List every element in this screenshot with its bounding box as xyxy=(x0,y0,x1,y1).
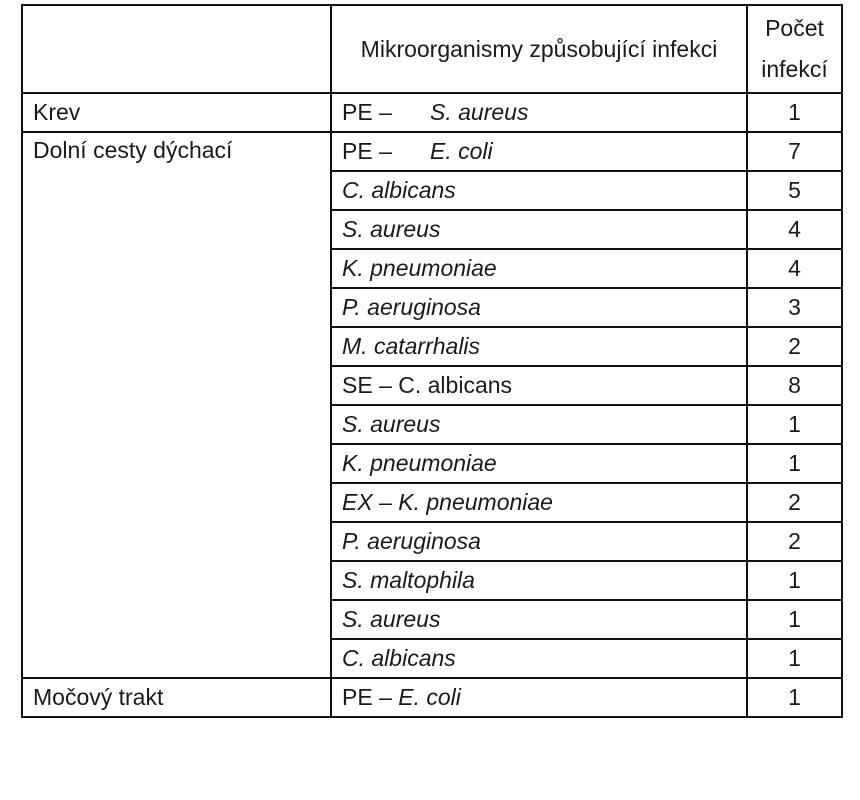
count-cell: 1 xyxy=(747,678,842,717)
microorganism-cell xyxy=(331,678,747,717)
microorganism-cell xyxy=(331,327,747,366)
count-cell: 1 xyxy=(747,561,842,600)
microorganism-cell xyxy=(331,93,747,132)
table-row xyxy=(22,132,842,171)
header-microorganism-cell: Mikroorganismy způsobující infekci xyxy=(331,5,747,93)
organism-label: S. aureus xyxy=(342,606,441,632)
header-count-cell: Počet infekcí xyxy=(747,5,842,93)
infection-table-body xyxy=(22,5,842,717)
organism-label: E. coli xyxy=(398,684,461,710)
microorganism-cell xyxy=(331,171,747,210)
microorganism-cell xyxy=(331,405,747,444)
microorganism-cell xyxy=(331,366,747,405)
count-cell: 1 xyxy=(747,93,842,132)
organism-label: S. aureus xyxy=(342,411,441,437)
header-site-cell xyxy=(22,5,331,93)
organism-label: S. maltophila xyxy=(342,567,475,593)
count-cell: 1 xyxy=(747,444,842,483)
count-cell: 7 xyxy=(747,132,842,171)
site-cell: Močový trakt xyxy=(22,678,331,717)
count-cell: 4 xyxy=(747,210,842,249)
organism-label: E. coli xyxy=(430,138,493,164)
organism-label: S. aureus xyxy=(342,216,441,242)
microorganism-cell xyxy=(331,210,747,249)
microorganism-cell xyxy=(331,561,747,600)
microorganism-cell xyxy=(331,288,747,327)
count-cell: 8 xyxy=(747,366,842,405)
organism-label: S. aureus xyxy=(430,99,529,125)
site-cell: Krev xyxy=(22,93,331,132)
count-cell: 1 xyxy=(747,405,842,444)
organism-label: K. pneumoniae xyxy=(342,450,497,476)
microorganism-cell xyxy=(331,132,747,171)
infection-table xyxy=(21,4,843,718)
organism-label: K. pneumoniae xyxy=(342,255,497,281)
organism-label: P. aeruginosa xyxy=(342,294,481,320)
count-cell: 2 xyxy=(747,483,842,522)
count-cell: 2 xyxy=(747,522,842,561)
organism-label: EX – K. pneumoniae xyxy=(342,489,553,515)
microorganism-cell xyxy=(331,249,747,288)
microorganism-cell xyxy=(331,444,747,483)
count-cell: 2 xyxy=(747,327,842,366)
organism-label: SE – C. albicans xyxy=(342,372,513,398)
microorganism-cell xyxy=(331,639,747,678)
organism-label: P. aeruginosa xyxy=(342,528,481,554)
site-cell: Dolní cesty dýchací xyxy=(22,132,331,678)
organism-label: C. albicans xyxy=(342,177,456,203)
prefix-label: PE – xyxy=(342,99,392,125)
table-header-row xyxy=(22,5,842,93)
microorganism-cell xyxy=(331,600,747,639)
count-cell: 3 xyxy=(747,288,842,327)
table-row xyxy=(22,93,842,132)
count-cell: 1 xyxy=(747,639,842,678)
microorganism-cell xyxy=(331,522,747,561)
count-cell: 4 xyxy=(747,249,842,288)
organism-label: C. albicans xyxy=(342,645,456,671)
prefix-label: PE – xyxy=(342,138,392,164)
organism-label: M. catarrhalis xyxy=(342,333,481,359)
count-cell: 1 xyxy=(747,600,842,639)
prefix-label: PE – xyxy=(342,684,392,710)
count-cell: 5 xyxy=(747,171,842,210)
microorganism-cell xyxy=(331,483,747,522)
table-row xyxy=(22,678,842,717)
